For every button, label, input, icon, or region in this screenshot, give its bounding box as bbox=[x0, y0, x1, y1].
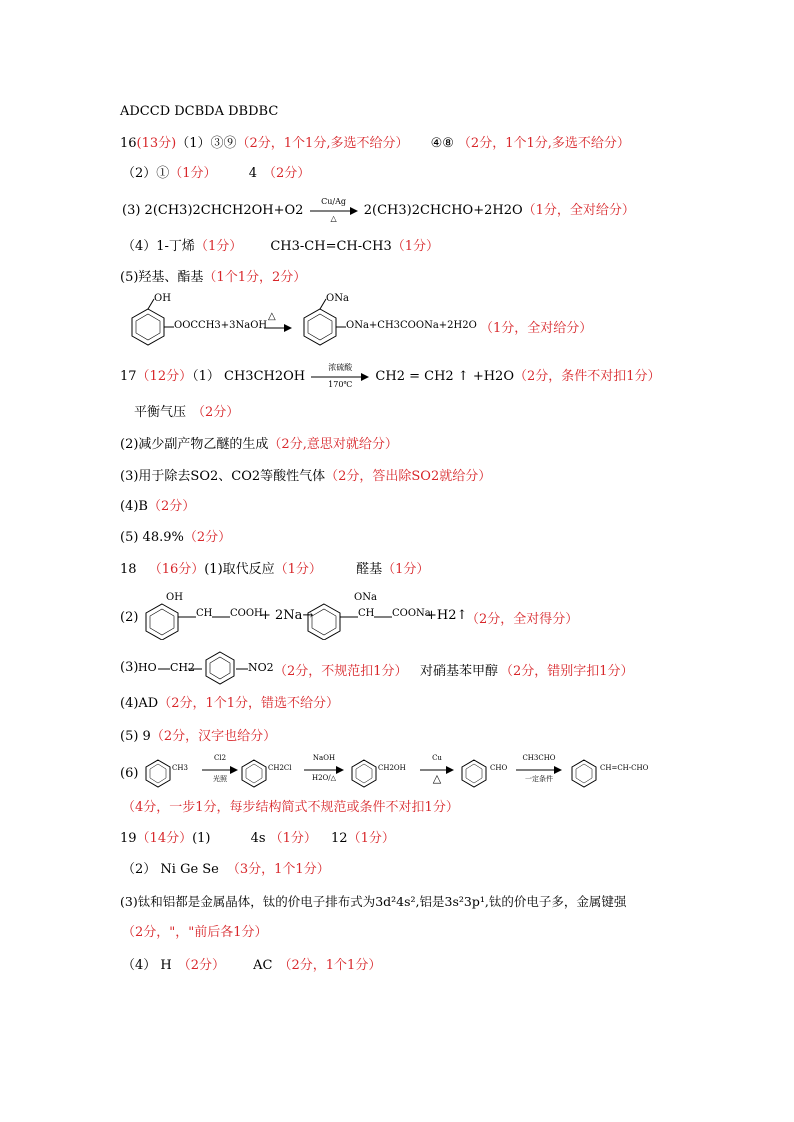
q19-p4b-note: （2分，1个1分） bbox=[278, 958, 382, 973]
q17-p1-extra: 平衡气压 bbox=[134, 405, 187, 420]
reaction-arrow-icon bbox=[516, 766, 562, 774]
q18-p6-ch2oh: CH2OH bbox=[378, 764, 406, 772]
q17-p4-note: （2分） bbox=[147, 499, 196, 514]
q18-number: 18 bbox=[120, 562, 137, 577]
q16-p5-oh: OH bbox=[154, 293, 171, 304]
q18-p6-c3-top: Cu bbox=[432, 754, 442, 762]
q18-p6-c1-bot: 光照 bbox=[213, 775, 227, 783]
q17-line-1 bbox=[120, 362, 661, 389]
q17-p4: (4)B bbox=[120, 499, 148, 514]
q19-p1: (1) bbox=[192, 831, 211, 846]
q16-p3-reactants: (3) 2(CH3)2CHCH2OH+O2 bbox=[122, 203, 304, 218]
q17-p2: (2)减少副产物乙醚的生成 bbox=[120, 437, 269, 452]
q18-line-5 bbox=[120, 728, 276, 746]
q16-p5-ona: ONa bbox=[326, 293, 349, 304]
q16-line-4 bbox=[122, 238, 439, 256]
q19-line-4 bbox=[122, 957, 381, 975]
benzene-ring-icon bbox=[202, 650, 238, 686]
q18-p5-note: （2分，汉字也给分） bbox=[150, 729, 277, 744]
q18-p6-c1-top: Cl2 bbox=[213, 754, 227, 762]
q18-p2-note: （2分，全对得分） bbox=[466, 612, 579, 627]
q17-p3-note: （2分，答出除SO2就给分） bbox=[325, 469, 492, 484]
q17-line-5 bbox=[120, 498, 195, 516]
q19-line-3 bbox=[120, 893, 626, 911]
q19-p1b: 12 bbox=[331, 831, 348, 846]
q18-p2-h2: +H2↑ bbox=[426, 608, 468, 623]
bond-line-icon bbox=[236, 666, 248, 672]
q16-p5-equation bbox=[120, 293, 620, 353]
q18-p6-ch2cl: CH2Cl bbox=[268, 764, 292, 772]
q17-score: （12分） bbox=[136, 369, 193, 384]
q18-p2-na: + 2Na→ bbox=[260, 608, 314, 623]
q18-p1b-note: （1分） bbox=[382, 562, 430, 577]
benzene-ring-icon bbox=[460, 758, 490, 788]
reaction-arrow-icon bbox=[304, 766, 344, 774]
q18-p2-ch: CH bbox=[196, 608, 213, 619]
q18-p6-c2-top: NaOH bbox=[312, 754, 336, 762]
q16-line-2 bbox=[122, 165, 310, 183]
reaction-arrow-icon bbox=[202, 766, 238, 774]
q19-p1b-note: （1分） bbox=[347, 831, 395, 846]
q17-p5: (5) 48.9% bbox=[120, 530, 184, 545]
q19-p3-note: （2分，"，"前后各1分） bbox=[122, 925, 268, 940]
q18-line-4 bbox=[120, 695, 339, 713]
benzene-ring-icon bbox=[350, 758, 380, 788]
q19-number: 19 bbox=[120, 831, 137, 846]
q18-p2-ch-2: CH bbox=[358, 608, 375, 619]
q18-p2-coona: COONa bbox=[392, 608, 431, 619]
q18-p2-lead: (2) bbox=[120, 610, 139, 625]
q17-line-6 bbox=[120, 529, 231, 547]
q18-p2-ona: ONa bbox=[354, 592, 377, 603]
q16-p2b-note: （2分） bbox=[262, 166, 311, 181]
q19-line-2 bbox=[122, 861, 330, 879]
q18-p6-end: CH=CH-CHO bbox=[600, 764, 649, 772]
q18-p1b: 醛基 bbox=[356, 562, 383, 577]
q17-line-2 bbox=[134, 404, 239, 422]
q17-p1-products: CH2 = CH2 ↑ +H2O bbox=[375, 369, 514, 384]
q16-p3-cond-bot: △ bbox=[330, 213, 337, 223]
q16-p1a: （1）③⑨ bbox=[176, 136, 237, 151]
q18-p4: (4)AD bbox=[120, 696, 159, 711]
q19-line-1 bbox=[120, 830, 395, 848]
q18-p3-name: 对硝基苯甲醇 bbox=[420, 664, 499, 679]
q18-p6-c4-bot: 一定条件 bbox=[525, 775, 553, 783]
q16-p2b: 4 bbox=[248, 166, 257, 181]
q18-p1a-note: （1分） bbox=[274, 562, 322, 577]
q18-p6-c2-bot: H2O/△ bbox=[311, 774, 337, 782]
q17-p1-cond-bot: 170℃ bbox=[328, 379, 353, 389]
q18-p6-route bbox=[120, 752, 680, 796]
bond-line-icon bbox=[178, 614, 198, 620]
q18-p2-cooh: COOH bbox=[230, 608, 263, 619]
q18-p5: (5) 9 bbox=[120, 729, 151, 744]
q16-p3-cond-top: Cu/Ag bbox=[321, 196, 347, 206]
bond-line-icon bbox=[374, 614, 394, 620]
q19-score: （14分） bbox=[136, 831, 193, 846]
benzene-ring-icon bbox=[570, 758, 600, 788]
q18-p4-note: （2分，1个1分，错选不给分） bbox=[158, 696, 340, 711]
benzene-ring-icon bbox=[144, 600, 184, 640]
q18-p3-line bbox=[120, 648, 680, 684]
q18-score: （16分） bbox=[148, 562, 205, 577]
q16-line-5 bbox=[120, 269, 306, 287]
q17-p3: (3)用于除去SO2、CO2等酸性气体 bbox=[120, 469, 326, 484]
q16-line-3 bbox=[122, 196, 635, 223]
bond-line-icon bbox=[212, 614, 232, 620]
q18-p3-ho: HO bbox=[138, 661, 157, 674]
q16-p3-note: （1分，全对给分） bbox=[522, 203, 635, 218]
q18-p6-c4-top: CH3CHO bbox=[522, 754, 556, 762]
q18-p6-note: （4分，一步1分，每步结构简式不规范或条件不对扣1分） bbox=[122, 800, 459, 815]
q16-p3-products: 2(CH3)2CHCHO+2H2O bbox=[363, 203, 523, 218]
q19-p3: (3)钛和铝都是金属晶体，钛的价电子排布式为3d²4s²,铝是3s²3p¹,钛的价电子多，金属键强 bbox=[120, 894, 627, 909]
q18-p3-note1: （2分，不规范扣1分） bbox=[274, 664, 408, 679]
q16-p1b-note: （2分，1个1分,多选不给分） bbox=[457, 136, 630, 151]
q16-p4b-note: （1分） bbox=[391, 239, 439, 254]
bond-line-icon bbox=[340, 614, 360, 620]
q16-p2a: （2）① bbox=[122, 166, 170, 181]
benzene-ring-icon bbox=[240, 758, 270, 788]
q16-p2a-note: （1分） bbox=[169, 166, 217, 181]
q17-p5-note: （2分） bbox=[183, 530, 232, 545]
q17-p1-lead: （1） bbox=[192, 369, 220, 384]
q17-line-3 bbox=[120, 436, 398, 454]
q16-p5-eq-note: （1分，全对给分） bbox=[480, 321, 593, 336]
q17-number: 17 bbox=[120, 369, 137, 384]
q18-p3-ch2: CH2 bbox=[170, 661, 196, 674]
q17-p1-arrow bbox=[311, 362, 369, 389]
q16-p5-note: （1个1分，2分） bbox=[203, 270, 307, 285]
q17-p1-note: （2分，条件不对扣1分） bbox=[514, 369, 661, 384]
q16-number: 16 bbox=[120, 136, 137, 151]
q18-p3-lead: (3) bbox=[120, 660, 139, 675]
q18-p2-equation bbox=[120, 590, 680, 646]
q18-p1a: (1)取代反应 bbox=[204, 562, 275, 577]
q16-p5-products: ONa+CH3COONa+2H2O bbox=[346, 320, 477, 331]
q18-p6-cho: CHO bbox=[490, 764, 508, 772]
q18-p3-no2: NO2 bbox=[248, 661, 274, 674]
bond-line-icon bbox=[158, 666, 170, 672]
choice-answers: ADCCD DCBDA DBDBC bbox=[120, 104, 279, 119]
q18-p6-c3-bot: △ bbox=[432, 772, 442, 785]
q18-p3-note2: （2分，错别字扣1分） bbox=[500, 664, 634, 679]
q16-p5-ester: OOCCH3+3NaOH bbox=[174, 320, 268, 331]
q17-p1-extra-note: （2分） bbox=[192, 405, 240, 420]
q17-p2-note: （2分,意思对就给分） bbox=[268, 437, 398, 452]
q16-p4a: （4）1-丁烯 bbox=[122, 239, 195, 254]
q19-p1a: 4s bbox=[250, 831, 266, 846]
q16-p1b: ④⑧ bbox=[430, 136, 454, 151]
q18-line-1 bbox=[120, 561, 429, 579]
q19-p4a-note: （2分） bbox=[177, 958, 226, 973]
q17-p1-cond-top: 浓硫酸 bbox=[328, 362, 353, 372]
bond-line-icon bbox=[188, 666, 202, 672]
q16-p5-delta: △ bbox=[268, 311, 276, 322]
q19-p2-note: （3分，1个1分） bbox=[226, 862, 330, 877]
q16-p4b: CH3-CH=CH-CH3 bbox=[270, 239, 392, 254]
q19-p4b: AC bbox=[253, 958, 273, 973]
q18-p2-oh: OH bbox=[166, 592, 183, 603]
q16-score: (13分) bbox=[136, 136, 177, 151]
q19-p2: （2） Ni Ge Se bbox=[122, 862, 219, 877]
q16-p1a-note: （2分，1个1分,多选不给分） bbox=[236, 136, 409, 151]
q16-p3-arrow bbox=[310, 196, 358, 223]
q19-p1a-note: （1分） bbox=[269, 831, 317, 846]
benzene-ring-icon bbox=[120, 293, 180, 353]
q18-p6-lead: (6) bbox=[120, 766, 139, 781]
q19-p4a: （4） H bbox=[122, 958, 172, 973]
reaction-arrow-icon bbox=[264, 323, 292, 333]
q16-p5: (5)羟基、酯基 bbox=[120, 270, 204, 285]
q18-p6-ch3: CH3 bbox=[172, 764, 188, 772]
q17-line-4 bbox=[120, 468, 491, 486]
q16-line-1 bbox=[120, 135, 630, 153]
q17-p1-reactant: CH3CH2OH bbox=[224, 369, 306, 384]
q16-p4a-note: （1分） bbox=[194, 239, 243, 254]
benzene-ring-icon bbox=[306, 600, 346, 640]
benzene-ring-icon bbox=[144, 758, 174, 788]
